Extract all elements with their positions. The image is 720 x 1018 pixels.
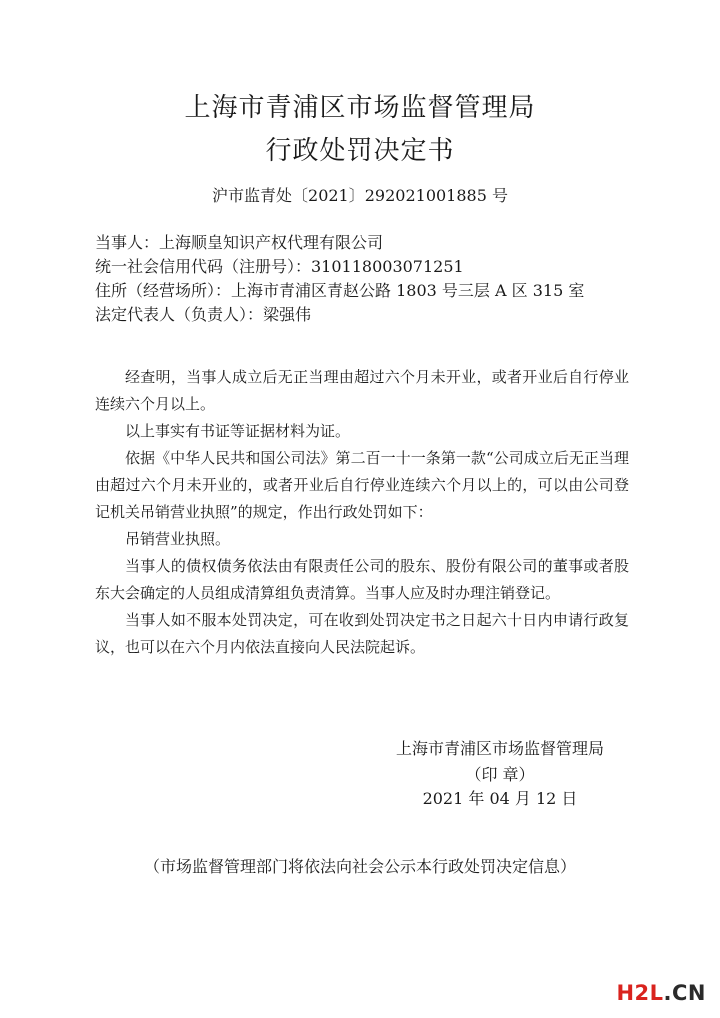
- site-watermark-logo: [616, 980, 706, 1006]
- paragraph-liquidation: 当事人的债权债务依法由有限责任公司的股东、股份有限公司的董事或者股东大会确定的人员组成清算组负责清算。当事人应及时办理注销登记。: [95, 557, 629, 602]
- publicity-notice: （市场监督管理部门将依法向社会公示本行政处罚决定信息）: [143, 857, 576, 876]
- party-name: 当事人：上海顺皇知识产权代理有限公司: [95, 233, 384, 252]
- paragraph-evidence: 以上事实有书证等证据材料为证。: [125, 422, 351, 440]
- party-info: [95, 231, 635, 327]
- legal-representative: 法定代表人（负责人）：梁强伟: [95, 305, 312, 324]
- paragraph-legal-basis: 依据《中华人民共和国公司法》第二百一十一条第一款“公司成立后无正当理由超过六个月未开业的，或者开业后自行停业连续六个月以上的，可以由公司登记机关吊销营业执照”的规定，作出行政处罚如下：: [95, 449, 629, 521]
- paragraph-penalty: 吊销营业执照。: [125, 530, 231, 548]
- paragraph-findings: 经查明，当事人成立后无正当理由超过六个月未开业，或者开业后自行停业连续六个月以上。: [95, 368, 629, 413]
- document-body: [95, 364, 629, 661]
- business-address: 住所（经营场所）：上海市青浦区青赵公路 1803 号三层 A 区 315 室: [95, 281, 585, 300]
- document-number: 沪市监青处〔2021〕292021001885 号: [212, 186, 508, 205]
- issuer-name: 上海市青浦区市场监督管理局: [395, 739, 604, 758]
- issue-date: 2021 年 04 月 12 日: [422, 789, 578, 808]
- seal-placeholder: （印 章）: [465, 765, 535, 784]
- document-title-line2: 行政处罚决定书: [265, 136, 455, 166]
- watermark-part-cn: .CN: [663, 981, 706, 1005]
- credit-code: 统一社会信用代码（注册号）：310118003071251: [95, 257, 464, 276]
- document-title-line1: 上海市青浦区市场监督管理局: [184, 93, 536, 123]
- paragraph-appeal: 当事人如不服本处罚决定，可在收到处罚决定书之日起六十日内申请行政复议，也可以在六个月内依法直接向人民法院起诉。: [95, 611, 629, 656]
- watermark-part-h2l: H2L: [616, 981, 664, 1005]
